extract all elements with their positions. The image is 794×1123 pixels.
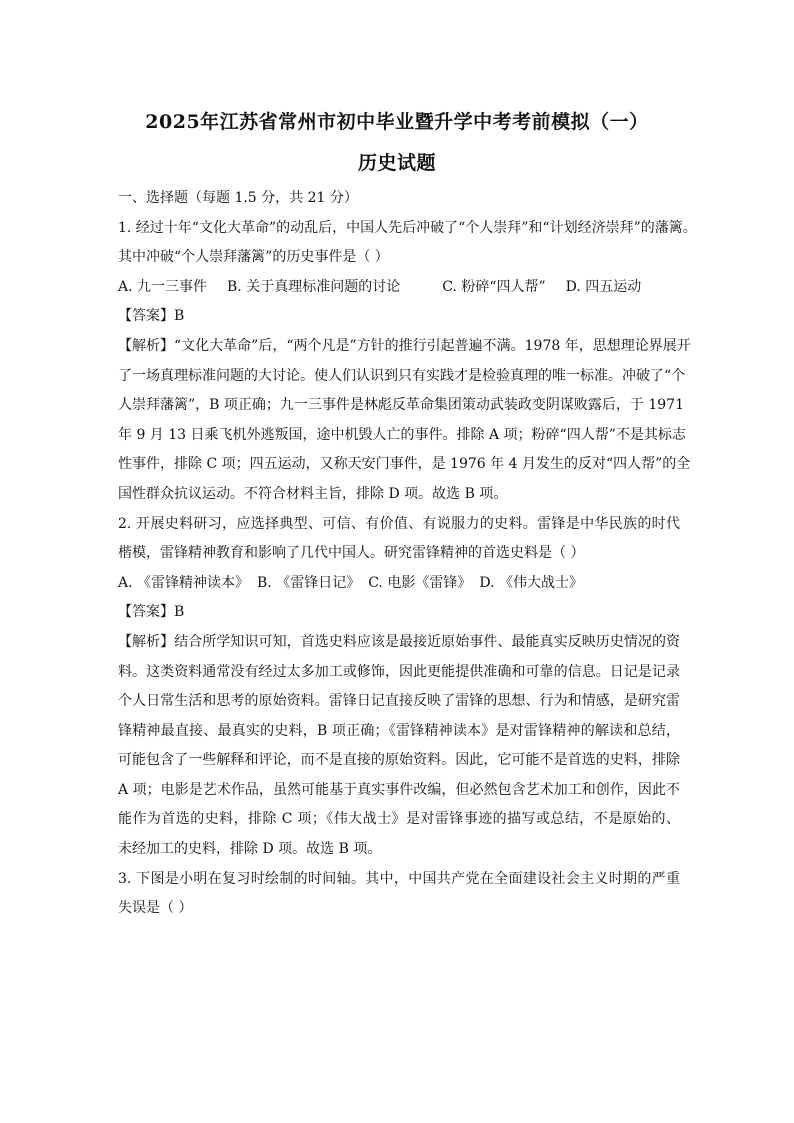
- q1-option-d: D. 四五运动: [565, 278, 642, 295]
- q2-option-b: B. 《雷锋日记》: [257, 574, 361, 591]
- q1-option-b: B. 关于真理标准问题的讨论: [227, 278, 401, 295]
- q2-analysis-line: 能作为首选的史料，排除 C 项；《伟大战士》是对雷锋事迹的描写或总结，不是原始的、: [118, 811, 680, 828]
- q2-stem-line: 楷模，雷锋精神教育和影响了几代中国人。研究雷锋精神的首选史料是（ ）: [118, 545, 585, 562]
- q1-analysis-line: 国性群众抗议运动。不符合材料主旨，排除 D 项。故选 B 项。: [118, 485, 508, 502]
- q2-analysis-line: 未经加工的史料，排除 D 项。故选 B 项。: [118, 841, 382, 858]
- question-2: [118, 510, 680, 865]
- q1-analysis-line: 人崇拜藩篱”，B 项正确；九一三事件是林彪反革命集团策动武装政变阴谋败露后，于 1971: [118, 397, 684, 414]
- q1-stem-line: 其中冲破“个人崇拜藩篱”的历史事件是（ ）: [118, 249, 389, 266]
- q3-stem-line: 失误是（ ）: [118, 900, 193, 917]
- q2-analysis-line: 【解析】结合所学知识可知，首选史料应该是最接近原始事件、最能真实反映历史情况的资: [118, 633, 680, 650]
- q1-analysis-line: 年 9 月 13 日乘飞机外逃叛国，途中机毁人亡的事件。排除 A 项；粉碎“四人帮”不是其标志: [118, 426, 686, 443]
- q2-analysis-line: 可能包含了一些解释和评论，而不是直接的原始资料。因此，它可能不是首选的史料，排除: [118, 752, 680, 769]
- section-heading: 一、选择题（每题 1.5 分，共 21 分）: [118, 190, 358, 206]
- exam-content: [118, 184, 697, 924]
- q2-answer: 【答案】B: [118, 604, 185, 621]
- q2-analysis-line: A 项；电影是艺术作品，虽然可能基于真实事件改编，但必然包含艺术加工和创作，因此不: [118, 781, 680, 798]
- q2-options: [118, 569, 680, 599]
- q2-analysis-line: 锋精神最直接、最真实的史料，B 项正确；《雷锋精神读本》是对雷锋精神的解读和总结，: [118, 722, 680, 739]
- exam-subtitle: 历史试题: [357, 152, 436, 174]
- q2-option-a: A. 《雷锋精神读本》: [118, 574, 250, 591]
- q2-stem-line: 2. 开展史料研习，应选择典型、可信、有价值、有说服力的史料。雷锋是中华民族的时代: [118, 515, 680, 532]
- q2-option-d: D. 《伟大战士》: [479, 574, 583, 591]
- q1-analysis-line: 性事件，排除 C 项；四五运动，又称天安门事件，是 1976 年 4 月发生的反对“四人帮”的全: [118, 456, 691, 473]
- q1-option-a: A. 九一三事件: [118, 278, 208, 295]
- question-1: [118, 214, 697, 510]
- q1-options: [118, 273, 680, 303]
- q2-analysis-line: 个人日常生活和思考的原始资料。雷锋日记直接反映了雷锋的思想、行为和情感，是研究雷: [118, 693, 680, 710]
- question-3: [118, 865, 680, 924]
- q1-analysis-line: 了一场真理标准问题的大讨论。使人们认识到只有实践才是检验真理的唯一标准。冲破了“个: [118, 367, 686, 384]
- q2-analysis-line: 料。这类资料通常没有经过太多加工或修饰，因此更能提供准确和可靠的信息。日记是记录: [118, 663, 680, 680]
- q1-stem-line: 1. 经过十年“文化大革命”的动乱后，中国人先后冲破了“个人崇拜”和“计划经济崇拜”的藩篱。: [118, 219, 697, 236]
- q1-answer: 【答案】B: [118, 308, 185, 325]
- q3-stem-line: 3. 下图是小明在复习时绘制的时间轴。其中，中国共产党在全面建设社会主义时期的严重: [118, 870, 680, 887]
- exam-title: 2025年江苏省常州市初中毕业暨升学中考考前模拟（一）: [145, 111, 649, 133]
- q1-analysis-line: 【解析】“文化大革命”后，“两个凡是”方针的推行引起普遍不满。1978 年，思想理论界展开: [118, 337, 691, 354]
- q2-option-c: C. 电影《雷锋》: [368, 574, 472, 591]
- q1-option-c: C. 粉碎“四人帮”: [442, 278, 546, 295]
